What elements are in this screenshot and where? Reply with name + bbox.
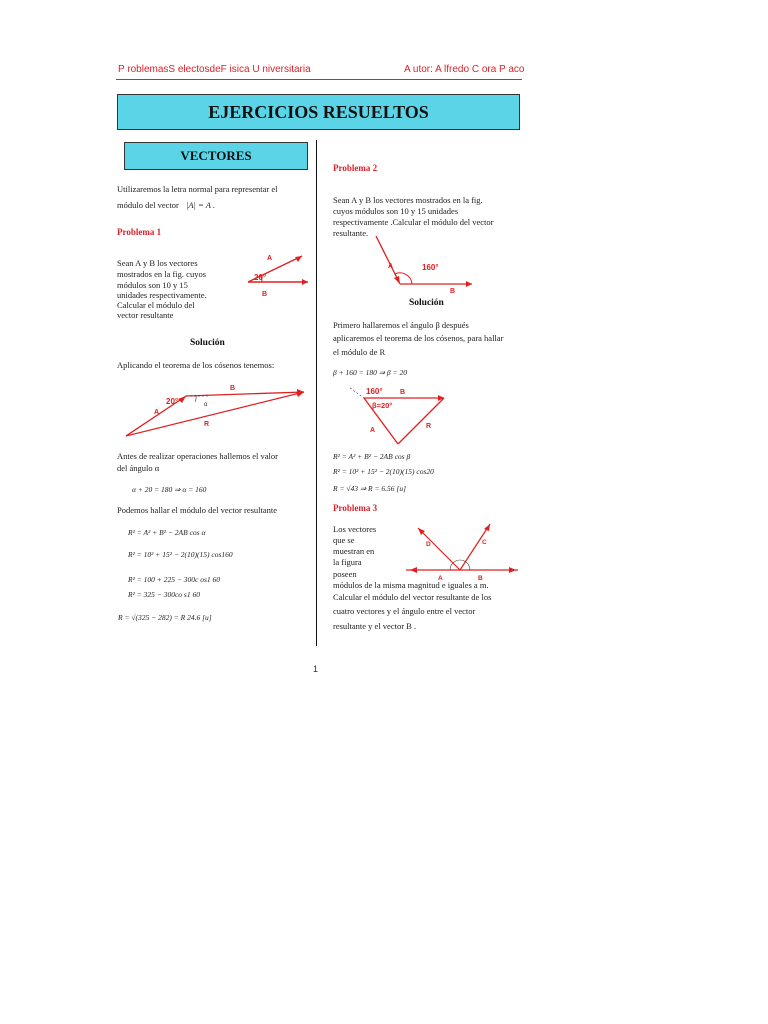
p2-text-2: cuyos módulos son 10 y 15 unidades (333, 206, 459, 216)
solution-2-title: Solución (409, 298, 444, 308)
problem-3-title: Problema 3 (333, 503, 378, 513)
extension-line (350, 388, 364, 398)
alpha-label: α (204, 402, 208, 408)
equation-2: R² = 10² + 15² − 2(10)(15) cos160 (128, 550, 233, 559)
intro-line-1: Utilizaremos la letra normal para representar el (117, 184, 278, 194)
header-left: P roblemasS electosdeF isica U niversitaria (118, 64, 311, 75)
vector-d-line (418, 528, 460, 570)
angle-label: 20° (166, 397, 179, 406)
p3-text-1: Los vectores (333, 524, 377, 534)
p1-text-2: mostrados en la fig. cuyos (117, 269, 206, 279)
beta-equation: β + 160 = 180 ⇒ β = 20 (333, 368, 407, 377)
vector-b-arrowhead (509, 567, 516, 573)
p2-text-1: Sean A y B los vectores mostrados en la fig. (333, 195, 483, 205)
p3-text-2: que se (333, 535, 355, 545)
sol-2-text-3: el módulo de R (333, 347, 386, 357)
beta-angle-label: β=20° (372, 401, 393, 410)
p2-text-3: respectivamente .Calcular el módulo del vector (333, 217, 494, 227)
label-b: B (450, 288, 456, 294)
p1-text-5: Calcular el módulo del (117, 300, 195, 310)
vector-c-line (460, 524, 490, 570)
label-a: A (388, 263, 394, 270)
label-a: A (370, 427, 376, 434)
angle-label: 160° (422, 263, 439, 272)
equation-3: R² = 100 + 225 − 300c os1 60 (128, 575, 221, 584)
p1-text-6: vector resultante (117, 310, 174, 320)
sol-2-text-2: aplicaremos el teorema de los cósenos, para hallar (333, 333, 504, 343)
angle-arc (450, 560, 470, 570)
problem-2-title: Problema 2 (333, 163, 378, 173)
vector-a-arrowhead (410, 567, 417, 573)
label-b: B (262, 291, 268, 298)
before-text-2: del ángulo α (117, 463, 160, 473)
label-a: A (438, 575, 443, 582)
label-a: A (154, 409, 160, 416)
angle-arc (195, 396, 196, 402)
label-r: R (204, 421, 210, 428)
p1-text-3: módulos son 10 y 15 (117, 280, 188, 290)
p3-text-3: muestran en (333, 546, 375, 556)
p3-text-4: la figura (333, 557, 362, 567)
section-title: VECTORES (124, 142, 308, 170)
equation-4: R² = 325 − 300co s1 60 (128, 590, 200, 599)
header-rule (116, 79, 522, 80)
figure-3-vectors (372, 232, 476, 294)
sol-2-text-1: Primero hallaremos el ángulo β después (333, 320, 469, 330)
header-right: A utor: A lfredo C ora P aco (404, 64, 525, 75)
label-r: R (426, 423, 432, 430)
column-divider (316, 140, 317, 646)
equation-1: R² = A² + B² − 2AB cos α (128, 528, 206, 537)
p3-text-6: módulos de la misma magnitud e iguales a m. (333, 580, 489, 590)
p2-equation-2: R² = 10² + 15² − 2(10)(15) cos20 (333, 467, 434, 476)
vector-a-arrowhead (394, 276, 400, 284)
vector-r-arrowhead (296, 392, 304, 397)
p2-text-4: resultante. (333, 228, 369, 238)
p3-text-7: Calcular el módulo del vector resultante de los (333, 592, 492, 602)
vector-a-arrowhead (178, 396, 186, 403)
p3-text-5: poseen (333, 569, 357, 579)
vector-b-line (186, 392, 304, 396)
page-number: 1 (313, 664, 319, 674)
vector-a-line (376, 236, 400, 284)
p1-text-1: Sean A y B los vectores (117, 258, 198, 268)
intro-line-2: módulo del vector (117, 200, 179, 210)
vector-c-arrowhead (484, 524, 490, 531)
intro-equation: |A| = A . (186, 200, 215, 210)
vector-b-arrowhead (466, 281, 472, 287)
p2-equation-3: R = √43 ⇒ R = 6.56 [u] (333, 484, 407, 493)
equation-5: R = √(325 − 282) = R 24.6 [u] (118, 613, 212, 622)
podemos-text: Podemos hallar el módulo del vector resultante (117, 505, 278, 515)
vector-b-arrowhead (302, 279, 308, 285)
problem-1-title: Problema 1 (117, 227, 162, 237)
p1-text-4: unidades respectivamente. (117, 290, 207, 300)
figure-4-triangle (340, 382, 460, 448)
angle-label-160: 160° (366, 387, 383, 396)
figure-2-triangle (120, 380, 310, 442)
alpha-equation: α + 20 = 180 ⇒ α = 160 (132, 485, 207, 494)
figure-5-vectors (404, 514, 520, 584)
label-b: B (400, 389, 406, 396)
p3-text-9: resultante y el vector B . (333, 621, 417, 631)
before-text-1: Antes de realizar operaciones hallemos el valor (117, 451, 278, 461)
vector-r-line (398, 398, 444, 444)
vector-r-line (126, 392, 304, 436)
label-b: B (230, 385, 236, 392)
p2-equation-1: R² = A² + B² − 2AB cos β (333, 452, 411, 461)
solution-1-text: Aplicando el teorema de los cósenos tenemos: (117, 360, 275, 370)
label-d: D (426, 541, 431, 548)
solution-1-title: Solución (190, 338, 225, 348)
page-title: EJERCICIOS RESUELTOS (117, 94, 520, 130)
label-c: C (482, 539, 487, 546)
label-a: A (267, 255, 273, 262)
figure-1-vectors (240, 248, 312, 300)
label-b: B (478, 575, 483, 582)
p3-text-8: cuatro vectores y el ángulo entre el vector (333, 606, 476, 616)
angle-label: 20° (254, 273, 267, 282)
